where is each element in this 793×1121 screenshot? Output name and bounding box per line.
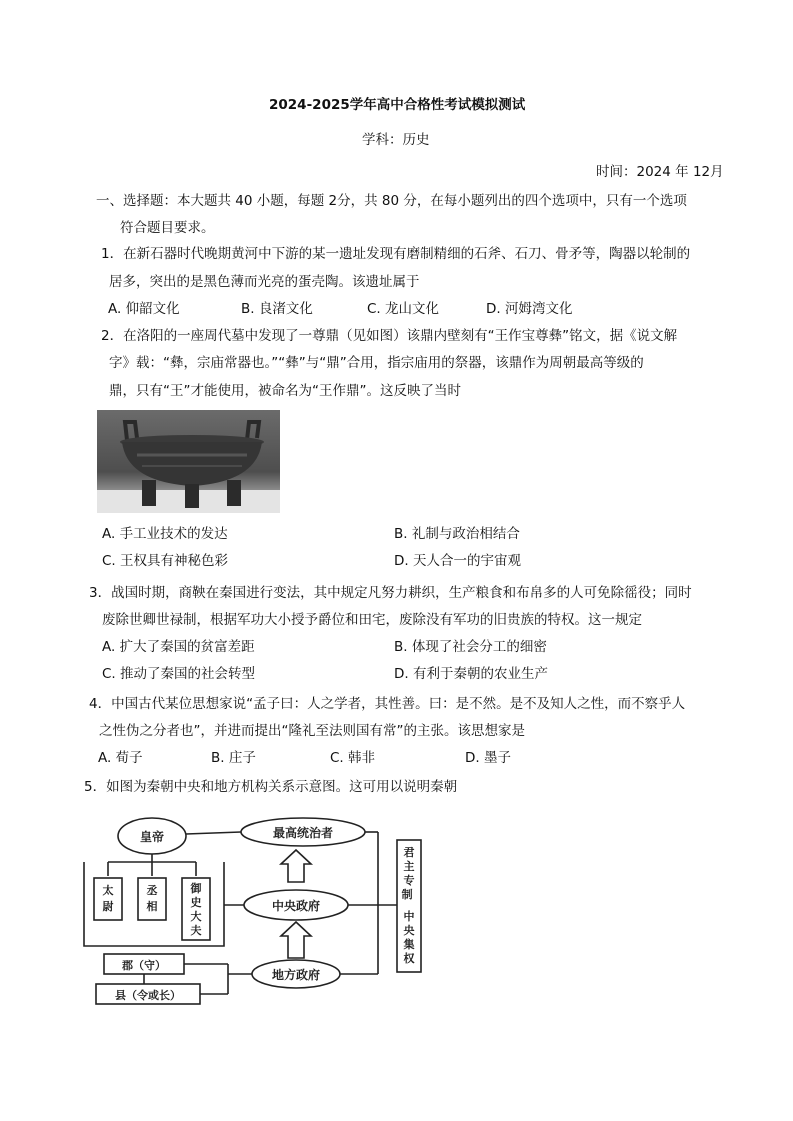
q4-option-a[interactable]: A. 荀子: [98, 750, 143, 766]
q1-option-a[interactable]: A. 仰韶文化: [108, 301, 180, 317]
q2-option-d[interactable]: D. 天人合一的宇宙观: [394, 553, 521, 569]
autocracy-centralization-label: 君主专制 中央集权: [401, 846, 415, 965]
q3-stem-cont: 废除世卿世禄制，根据军功大小授予爵位和田宅，废除没有军功的旧贵族的特权。这一规定: [102, 612, 642, 628]
section-instructions: 一、选择题：本大题共 40 小题，每题 2分，共 80 分，在每小题列出的四个选项中，只有一个选项: [96, 193, 687, 209]
qin-government-diagram: [78, 812, 438, 1012]
q1-option-d[interactable]: D. 河姆湾文化: [486, 301, 573, 317]
q5-stem: 5．如图为秦朝中央和地方机构关系示意图。这可用以说明秦朝: [84, 779, 458, 795]
bronze-ding-photo: [97, 410, 280, 513]
q3-option-b[interactable]: B. 体现了社会分工的细密: [394, 639, 547, 655]
up-arrow-icon: [281, 850, 311, 882]
q2-stem-cont2: 鼎，只有“王”才能使用，被命名为“王作鼎”。这反映了当时: [109, 383, 461, 399]
exam-time: 时间：2024 年 12月: [596, 164, 724, 180]
q3-option-d[interactable]: D. 有利于秦朝的农业生产: [394, 666, 548, 682]
q4-stem: 4．中国古代某位思想家说“孟子曰：人之学者，其性善。曰：是不然。是不及知人之性，而不察乎人: [89, 696, 686, 712]
q4-option-b[interactable]: B. 庄子: [211, 750, 256, 766]
q2-option-a[interactable]: A. 手工业技术的发达: [102, 526, 228, 542]
supreme-ruler-label: 最高统治者: [272, 826, 334, 840]
q3-stem: 3．战国时期，商鞅在秦国进行变法，其中规定凡努力耕织，生产粮食和布帛多的人可免除徭役；同时: [89, 585, 692, 601]
subject-label: 学科：历史: [362, 132, 430, 148]
q2-stem: 2．在洛阳的一座周代墓中发现了一尊鼎（见如图）该鼎内壁刻有“王作宝尊彝”铭文，据《说文解: [101, 328, 678, 344]
central-government-label: 中央政府: [271, 899, 321, 913]
q1-option-b[interactable]: B. 良渚文化: [241, 301, 313, 317]
local-government-label: 地方政府: [271, 968, 321, 982]
up-arrow-icon: [281, 922, 311, 958]
q3-option-c[interactable]: C. 推动了秦国的社会转型: [102, 666, 256, 682]
q2-option-c[interactable]: C. 王权具有神秘色彩: [102, 553, 229, 569]
chengxiang-label: 丞相: [146, 884, 158, 913]
q1-stem-cont: 居多，突出的是黑色薄而光亮的蛋壳陶。该遗址属于: [109, 274, 420, 290]
q1-option-c[interactable]: C. 龙山文化: [367, 301, 440, 317]
yushi-label: 御史大夫: [190, 882, 202, 937]
taiwei-label: 太尉: [102, 884, 114, 913]
q4-option-d[interactable]: D. 墨子: [465, 750, 511, 766]
jun-label: 郡（守）: [122, 959, 166, 972]
q3-option-a[interactable]: A. 扩大了秦国的贫富差距: [102, 639, 255, 655]
q4-option-c[interactable]: C. 韩非: [330, 750, 376, 766]
xian-label: 县（令或长）: [115, 989, 181, 1002]
section-instructions-cont: 符合题目要求。: [120, 220, 215, 236]
q4-stem-cont: 之性伪之分者也”，并进而提出“隆礼至法则国有常”的主张。该思想家是: [99, 723, 525, 739]
q2-stem-cont1: 字》载：“彝，宗庙常器也。”“彝”与“鼎”合用，指宗庙用的祭器，该鼎作为周朝最高等级的: [109, 355, 644, 371]
emperor-label: 皇帝: [139, 830, 165, 844]
page-title: 2024-2025学年高中合格性考试模拟测试: [269, 97, 526, 113]
q2-option-b[interactable]: B. 礼制与政治相结合: [394, 526, 520, 542]
q1-stem: 1．在新石器时代晚期黄河中下游的某一遗址发现有磨制精细的石斧、石刀、骨矛等，陶器以轮制的: [101, 246, 691, 262]
